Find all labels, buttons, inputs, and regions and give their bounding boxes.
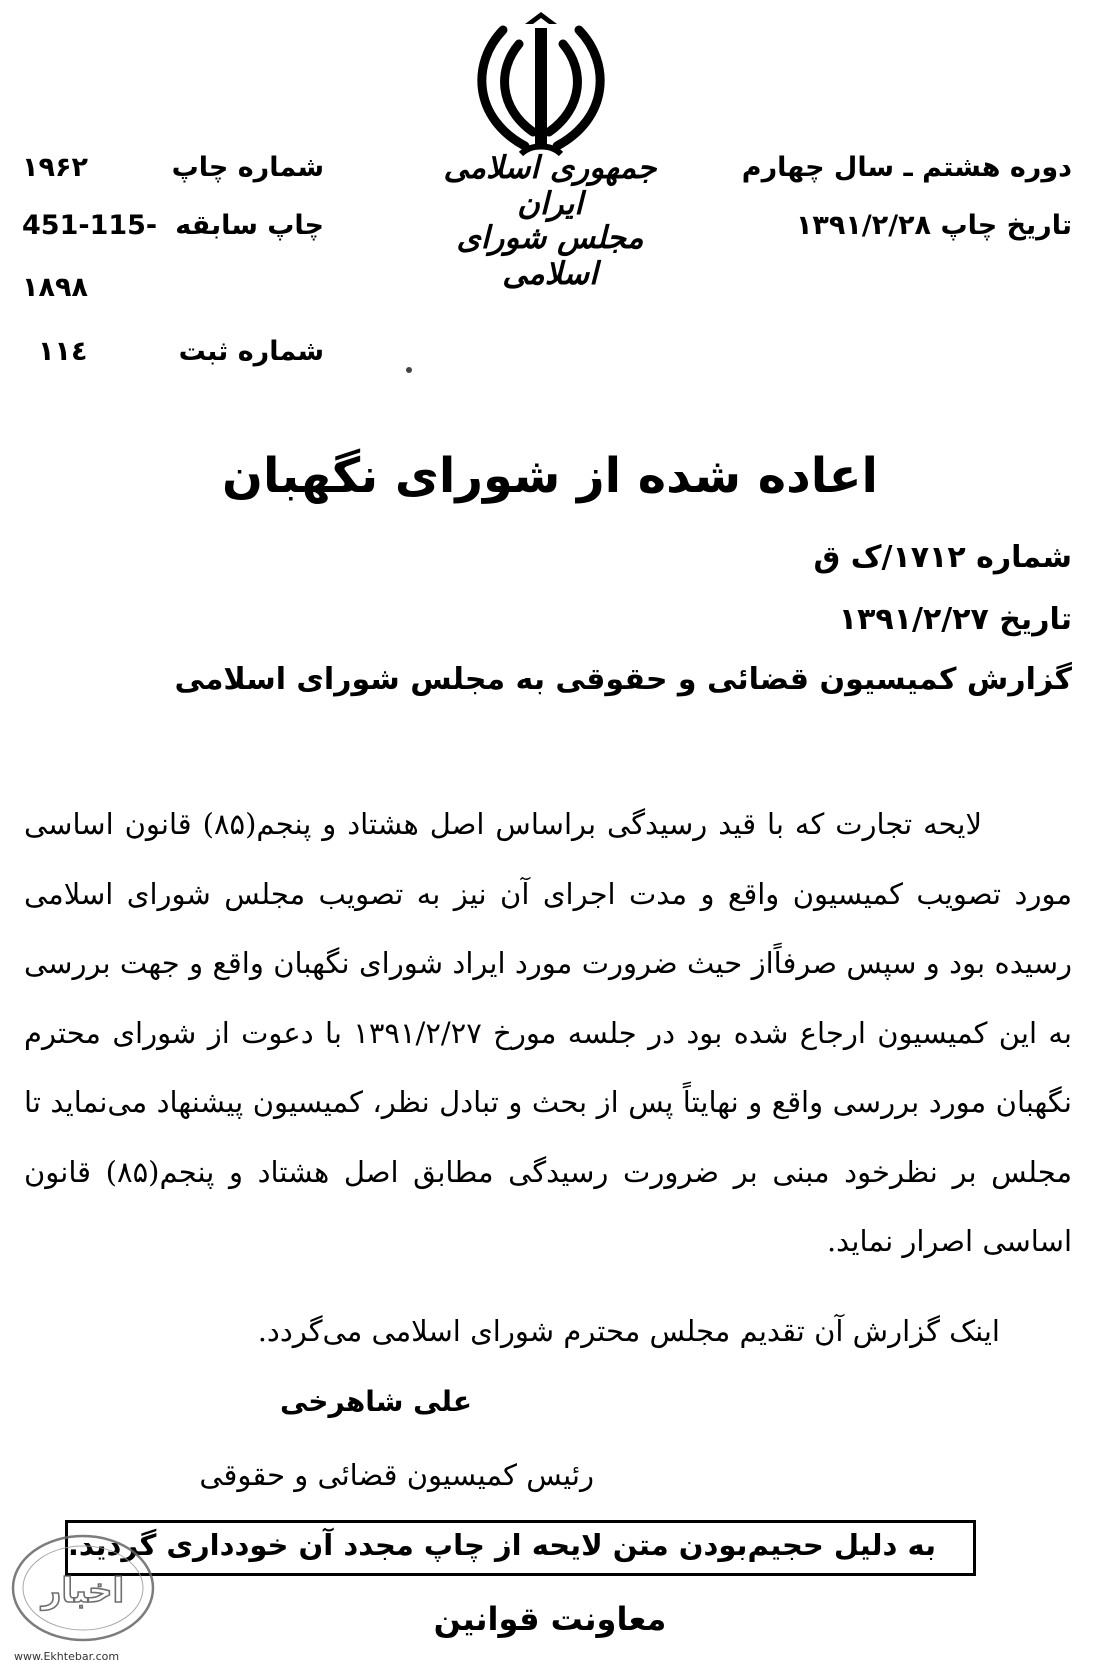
- document-number: شماره ۱۷۱۲/ک ق: [813, 540, 1072, 575]
- previous-print-label: چاپ سابقه: [175, 210, 324, 241]
- notice-text: به دلیل حجیم‌بودن متن لایحه از چاپ مجدد آن خودداری گردید.: [67, 1528, 936, 1562]
- registration-label: شماره ثبت: [178, 336, 324, 367]
- report-body-paragraph: لایحه تجارت که با قید رسیدگی براساس اصل هشتاد و پنجم(۸۵) قانون اساسی مورد تصویب کمیسیون واقع و مدت اجرای آن نیز به تصویب مجلس شورای اسلامی رسیده بود و سپس صرفاًاز حیث ضرورت مورد ایراد شورای نگهبان واقع و جهت بررسی به این کمیسیون ارجاع شده بود در جلسه مورخ ۱۳۹۱/۲/۲۷ با دعوت از شورای محترم نگهبان مورد بررسی واقع و نهایتاً پس از بحث و تبادل نظر، کمیسیون پیشنهاد می‌نماید تا مجلس بر نظرخود مبنی بر ضرورت رسیدگی مطابق اصل هشتاد و پنجم(۸۵) قانون اساسی اصرار نماید.: [24, 807, 1072, 1258]
- registration-value: ۱۱٤: [38, 336, 88, 367]
- report-subject: گزارش کمیسیون قضائی و حقوقی به مجلس شورای اسلامی: [174, 662, 1072, 697]
- document-title: اعاده شده از شورای نگهبان: [221, 448, 878, 504]
- report-body: [24, 790, 1072, 1277]
- scan-speck: [406, 367, 412, 373]
- document-date: تاریخ ۱۳۹۱/۲/۲۷: [838, 602, 1072, 637]
- department-name: معاونت قوانین: [433, 1600, 667, 1638]
- previous-print-value: 451-115-: [22, 210, 158, 241]
- iran-emblem-icon: [463, 8, 619, 158]
- previous-print-value-2: ۱۸۹۸: [22, 272, 88, 303]
- signer-title: رئیس کمیسیون قضائی و حقوقی: [199, 1458, 594, 1492]
- print-number-value: ۱۹۶۲: [22, 152, 88, 183]
- print-number-label: شماره چاپ: [171, 152, 324, 183]
- signer-name: علی شاهرخی: [279, 1385, 472, 1418]
- majlis-name: مجلس شورای اسلامی: [456, 220, 644, 292]
- republic-name: جمهوری اسلامی ایران: [443, 150, 657, 222]
- print-date: تاریخ چاپ ۱۳۹۱/۲/۲۸: [795, 210, 1072, 241]
- watermark-logo-text: اخبار: [41, 1571, 125, 1611]
- watermark-url: www.Ekhtebar.com: [14, 1650, 120, 1663]
- watermark-logo: [8, 1526, 158, 1646]
- closing-line: اینک گزارش آن تقدیم مجلس محترم شورای اسلامی می‌گردد.: [257, 1314, 1000, 1348]
- session-info: دوره هشتم ـ سال چهارم: [741, 152, 1072, 183]
